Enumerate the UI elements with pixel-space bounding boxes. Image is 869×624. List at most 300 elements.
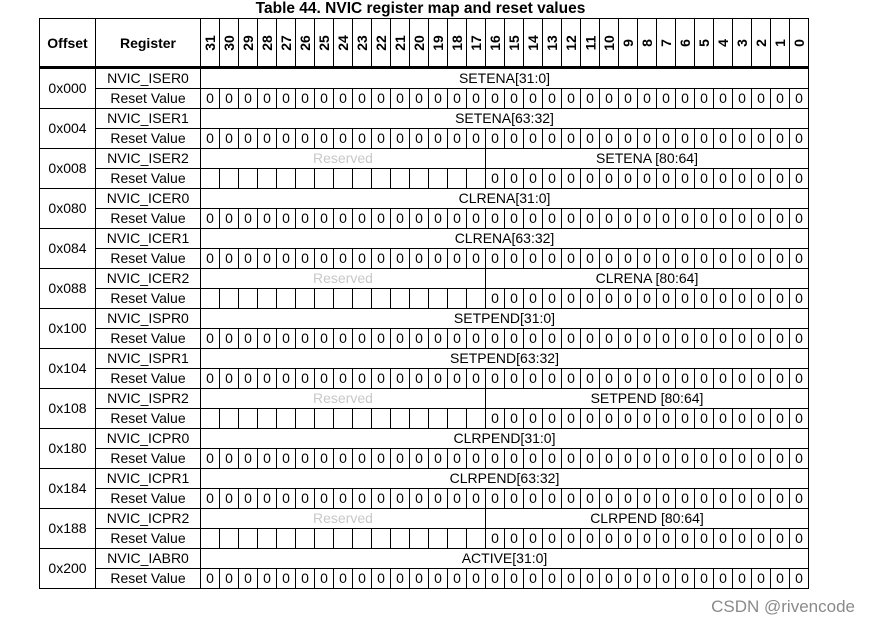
empty-bit [296, 169, 315, 189]
bit-header [771, 19, 790, 68]
reset-bit: 0 [486, 329, 505, 349]
reset-bit: 0 [296, 209, 315, 229]
reset-bit: 0 [201, 129, 220, 149]
reset-bit: 0 [486, 529, 505, 549]
reset-bit: 0 [562, 489, 581, 509]
reset-bit: 0 [676, 129, 695, 149]
bit-header [524, 19, 543, 68]
bit-number: 11 [582, 35, 598, 50]
reset-bit: 0 [410, 329, 429, 349]
reset-bit: 0 [467, 449, 486, 469]
reset-bit: 0 [429, 449, 448, 469]
reset-bit: 0 [315, 489, 334, 509]
reset-value-row [40, 569, 809, 589]
reset-bit: 0 [771, 409, 790, 429]
reset-bit: 0 [391, 249, 410, 269]
reset-bit: 0 [657, 329, 676, 349]
reset-bit: 0 [410, 489, 429, 509]
register-offset: 0x184 [40, 469, 96, 509]
empty-bit [201, 169, 220, 189]
reset-bit: 0 [752, 369, 771, 389]
empty-bit [429, 289, 448, 309]
bit-field: CLRPEND [80:64] [486, 509, 809, 529]
reset-bit: 0 [239, 569, 258, 589]
reset-value-row [40, 289, 809, 309]
reset-bit: 0 [752, 89, 771, 109]
reset-bit: 0 [619, 409, 638, 429]
empty-bit [315, 529, 334, 549]
reset-bit: 0 [714, 89, 733, 109]
bit-number: 19 [429, 34, 446, 51]
register-row [40, 549, 809, 569]
reset-bit: 0 [790, 409, 809, 429]
bit-number: 27 [277, 34, 294, 51]
reset-bit: 0 [790, 449, 809, 469]
bit-header [486, 19, 505, 68]
empty-bit [353, 169, 372, 189]
reset-bit: 0 [334, 89, 353, 109]
reset-bit: 0 [296, 369, 315, 389]
reset-bit: 0 [505, 449, 524, 469]
reset-bit: 0 [429, 329, 448, 349]
reset-bit: 0 [524, 169, 543, 189]
register-name: NVIC_ICPR0 [96, 429, 201, 449]
register-header: Register [96, 19, 201, 68]
reset-bit: 0 [296, 329, 315, 349]
reset-value-row [40, 529, 809, 549]
reset-bit: 0 [239, 129, 258, 149]
reset-bit: 0 [220, 449, 239, 469]
reset-bit: 0 [315, 329, 334, 349]
bit-number: 23 [353, 34, 370, 51]
bit-header [334, 19, 353, 68]
bit-number: 30 [220, 34, 237, 51]
reset-value-label: Reset Value [96, 409, 201, 429]
bit-number: 13 [543, 34, 560, 51]
reset-bit: 0 [334, 329, 353, 349]
empty-bit [467, 529, 486, 549]
reset-bit: 0 [752, 129, 771, 149]
reset-bit: 0 [790, 489, 809, 509]
reset-bit: 0 [372, 249, 391, 269]
reset-bit: 0 [296, 569, 315, 589]
reset-bit: 0 [790, 129, 809, 149]
register-row [40, 109, 809, 129]
reset-bit: 0 [505, 409, 524, 429]
bit-number: 15 [505, 34, 522, 51]
reset-bit: 0 [714, 409, 733, 429]
reset-bit: 0 [695, 489, 714, 509]
reset-bit: 0 [657, 129, 676, 149]
reset-bit: 0 [638, 129, 657, 149]
bit-header [296, 19, 315, 68]
reset-bit: 0 [486, 249, 505, 269]
reset-value-label: Reset Value [96, 209, 201, 229]
register-name: NVIC_ISPR0 [96, 309, 201, 329]
reset-bit: 0 [543, 529, 562, 549]
reset-value-label: Reset Value [96, 489, 201, 509]
bit-number: 12 [562, 34, 579, 51]
reset-bit: 0 [524, 289, 543, 309]
bit-header [714, 19, 733, 68]
reset-bit: 0 [695, 369, 714, 389]
reset-bit: 0 [258, 89, 277, 109]
reset-bit: 0 [239, 369, 258, 389]
reset-bit: 0 [277, 329, 296, 349]
reset-bit: 0 [790, 369, 809, 389]
empty-bit [429, 409, 448, 429]
empty-bit [467, 169, 486, 189]
reset-bit: 0 [733, 449, 752, 469]
reset-bit: 0 [562, 129, 581, 149]
reset-bit: 0 [752, 169, 771, 189]
reset-bit: 0 [638, 329, 657, 349]
bit-number: 31 [201, 34, 218, 51]
reset-bit: 0 [638, 529, 657, 549]
register-offset: 0x008 [40, 149, 96, 189]
reset-bit: 0 [695, 289, 714, 309]
bit-header [239, 19, 258, 68]
reset-bit: 0 [619, 529, 638, 549]
reset-bit: 0 [391, 329, 410, 349]
register-offset: 0x100 [40, 309, 96, 349]
reset-bit: 0 [334, 449, 353, 469]
bit-field: CLRENA[63:32] [201, 229, 809, 249]
reset-bit: 0 [695, 449, 714, 469]
reset-bit: 0 [334, 209, 353, 229]
reset-bit: 0 [334, 129, 353, 149]
reset-bit: 0 [619, 489, 638, 509]
reset-bit: 0 [657, 289, 676, 309]
bit-header [372, 19, 391, 68]
empty-bit [239, 529, 258, 549]
reset-bit: 0 [429, 489, 448, 509]
register-offset: 0x180 [40, 429, 96, 469]
register-row [40, 509, 809, 529]
reset-bit: 0 [372, 329, 391, 349]
reset-bit: 0 [372, 129, 391, 149]
reset-bit: 0 [220, 249, 239, 269]
reset-bit: 0 [505, 209, 524, 229]
reset-bit: 0 [562, 289, 581, 309]
reset-bit: 0 [220, 369, 239, 389]
reset-bit: 0 [486, 449, 505, 469]
reset-bit: 0 [695, 569, 714, 589]
bit-number: 17 [467, 34, 484, 51]
empty-bit [334, 529, 353, 549]
register-row [40, 349, 809, 369]
reset-bit: 0 [277, 569, 296, 589]
empty-bit [410, 409, 429, 429]
reset-bit: 0 [505, 489, 524, 509]
reset-bit: 0 [220, 329, 239, 349]
reset-bit: 0 [372, 89, 391, 109]
reset-bit: 0 [448, 489, 467, 509]
empty-bit [353, 529, 372, 549]
reset-bit: 0 [524, 329, 543, 349]
empty-bit [277, 289, 296, 309]
reset-bit: 0 [429, 569, 448, 589]
bit-header [733, 19, 752, 68]
reset-bit: 0 [562, 209, 581, 229]
reset-bit: 0 [600, 209, 619, 229]
reset-bit: 0 [353, 89, 372, 109]
reset-bit: 0 [771, 129, 790, 149]
reset-bit: 0 [258, 449, 277, 469]
reset-bit: 0 [258, 249, 277, 269]
reset-bit: 0 [429, 249, 448, 269]
reset-bit: 0 [277, 249, 296, 269]
reset-bit: 0 [543, 329, 562, 349]
reset-bit: 0 [467, 489, 486, 509]
reset-bit: 0 [581, 249, 600, 269]
bit-number: 4 [714, 38, 731, 47]
bit-header [391, 19, 410, 68]
reset-bit: 0 [410, 369, 429, 389]
reset-bit: 0 [353, 329, 372, 349]
register-offset: 0x088 [40, 269, 96, 309]
bit-number: 24 [334, 34, 351, 51]
reset-bit: 0 [410, 449, 429, 469]
bit-number: 16 [486, 34, 503, 51]
reset-bit: 0 [448, 449, 467, 469]
reset-bit: 0 [619, 449, 638, 469]
reset-bit: 0 [714, 249, 733, 269]
bit-header [638, 19, 657, 68]
reset-value-label: Reset Value [96, 569, 201, 589]
reset-bit: 0 [258, 129, 277, 149]
register-row [40, 229, 809, 249]
bit-number: 0 [790, 38, 807, 47]
register-offset: 0x104 [40, 349, 96, 389]
reset-bit: 0 [619, 169, 638, 189]
reset-bit: 0 [581, 169, 600, 189]
register-offset: 0x200 [40, 549, 96, 589]
reset-bit: 0 [448, 249, 467, 269]
reset-bit: 0 [733, 209, 752, 229]
reset-bit: 0 [657, 169, 676, 189]
reset-bit: 0 [581, 409, 600, 429]
reset-value-label: Reset Value [96, 449, 201, 469]
reset-bit: 0 [505, 329, 524, 349]
reset-bit: 0 [600, 409, 619, 429]
reset-value-label: Reset Value [96, 289, 201, 309]
reset-bit: 0 [752, 569, 771, 589]
bit-number: 21 [391, 34, 408, 51]
reset-bit: 0 [486, 369, 505, 389]
reset-bit: 0 [600, 489, 619, 509]
reset-value-label: Reset Value [96, 329, 201, 349]
reset-bit: 0 [524, 209, 543, 229]
empty-bit [315, 289, 334, 309]
empty-bit [201, 289, 220, 309]
reset-bit: 0 [543, 89, 562, 109]
reset-bit: 0 [524, 409, 543, 429]
reset-bit: 0 [790, 329, 809, 349]
bit-header [581, 19, 600, 68]
reset-bit: 0 [505, 529, 524, 549]
watermark: CSDN @rivencode [711, 597, 855, 616]
reset-value-label: Reset Value [96, 369, 201, 389]
reset-bit: 0 [524, 449, 543, 469]
reset-bit: 0 [733, 169, 752, 189]
reset-bit: 0 [714, 289, 733, 309]
reset-bit: 0 [771, 89, 790, 109]
reset-bit: 0 [391, 489, 410, 509]
bit-field: SETPEND [80:64] [486, 389, 809, 409]
reset-bit: 0 [657, 409, 676, 429]
reset-bit: 0 [676, 569, 695, 589]
empty-bit [353, 409, 372, 429]
reset-bit: 0 [467, 209, 486, 229]
reset-bit: 0 [638, 569, 657, 589]
empty-bit [429, 529, 448, 549]
empty-bit [410, 289, 429, 309]
register-map-table [39, 18, 809, 589]
reset-bit: 0 [524, 129, 543, 149]
reset-bit: 0 [619, 569, 638, 589]
reset-bit: 0 [581, 569, 600, 589]
reset-bit: 0 [315, 249, 334, 269]
empty-bit [296, 289, 315, 309]
reset-bit: 0 [201, 209, 220, 229]
reset-bit: 0 [372, 369, 391, 389]
reserved-field: Reserved [201, 149, 486, 169]
reset-value-label: Reset Value [96, 529, 201, 549]
reset-bit: 0 [790, 289, 809, 309]
register-name: NVIC_ICPR1 [96, 469, 201, 489]
reset-bit: 0 [790, 209, 809, 229]
reset-bit: 0 [258, 209, 277, 229]
empty-bit [296, 529, 315, 549]
bit-number: 10 [600, 34, 617, 51]
register-row [40, 149, 809, 169]
reset-bit: 0 [524, 89, 543, 109]
reset-bit: 0 [258, 369, 277, 389]
register-offset: 0x084 [40, 229, 96, 269]
reset-bit: 0 [543, 209, 562, 229]
bit-number: 6 [676, 38, 693, 47]
reset-bit: 0 [543, 369, 562, 389]
reset-bit: 0 [562, 369, 581, 389]
reset-bit: 0 [448, 89, 467, 109]
reset-bit: 0 [714, 569, 733, 589]
reset-bit: 0 [277, 129, 296, 149]
reset-bit: 0 [619, 369, 638, 389]
reset-bit: 0 [448, 569, 467, 589]
reset-bit: 0 [695, 329, 714, 349]
empty-bit [372, 529, 391, 549]
reset-bit: 0 [638, 89, 657, 109]
reset-bit: 0 [353, 209, 372, 229]
reset-bit: 0 [486, 89, 505, 109]
reset-bit: 0 [752, 329, 771, 349]
reset-bit: 0 [600, 129, 619, 149]
empty-bit [220, 169, 239, 189]
reset-bit: 0 [543, 289, 562, 309]
reset-bit: 0 [771, 249, 790, 269]
empty-bit [372, 169, 391, 189]
reset-bit: 0 [201, 89, 220, 109]
empty-bit [467, 409, 486, 429]
reset-bit: 0 [239, 489, 258, 509]
reset-bit: 0 [391, 209, 410, 229]
empty-bit [239, 409, 258, 429]
bit-header [562, 19, 581, 68]
reset-bit: 0 [733, 329, 752, 349]
empty-bit [315, 169, 334, 189]
empty-bit [220, 409, 239, 429]
reset-bit: 0 [600, 569, 619, 589]
reset-bit: 0 [733, 289, 752, 309]
reset-bit: 0 [391, 89, 410, 109]
bit-header [258, 19, 277, 68]
reset-bit: 0 [600, 169, 619, 189]
reset-bit: 0 [486, 169, 505, 189]
bit-number: 1 [771, 38, 788, 47]
reset-bit: 0 [277, 449, 296, 469]
bit-field: SETPEND[31:0] [201, 309, 809, 329]
empty-bit [334, 409, 353, 429]
reset-bit: 0 [391, 569, 410, 589]
reset-bit: 0 [277, 369, 296, 389]
reset-bit: 0 [353, 249, 372, 269]
reset-bit: 0 [505, 169, 524, 189]
register-name: NVIC_IABR0 [96, 549, 201, 569]
reset-bit: 0 [486, 289, 505, 309]
reset-bit: 0 [410, 209, 429, 229]
register-name: NVIC_ICPR2 [96, 509, 201, 529]
reset-bit: 0 [600, 89, 619, 109]
reset-bit: 0 [714, 489, 733, 509]
bit-header [657, 19, 676, 68]
reset-value-row [40, 89, 809, 109]
bit-number: 22 [372, 34, 389, 51]
reset-bit: 0 [562, 569, 581, 589]
reset-bit: 0 [277, 209, 296, 229]
reset-bit: 0 [657, 449, 676, 469]
reset-bit: 0 [372, 209, 391, 229]
reset-bit: 0 [486, 209, 505, 229]
empty-bit [372, 409, 391, 429]
reset-bit: 0 [657, 249, 676, 269]
reset-bit: 0 [600, 369, 619, 389]
reset-bit: 0 [695, 409, 714, 429]
bit-number: 5 [695, 38, 712, 47]
reset-bit: 0 [410, 249, 429, 269]
bit-field: CLRPEND[31:0] [201, 429, 809, 449]
bit-header [410, 19, 429, 68]
reset-value-row [40, 369, 809, 389]
reset-bit: 0 [638, 409, 657, 429]
reset-bit: 0 [524, 249, 543, 269]
reset-bit: 0 [467, 329, 486, 349]
reset-bit: 0 [562, 529, 581, 549]
reset-bit: 0 [619, 289, 638, 309]
reset-bit: 0 [771, 449, 790, 469]
bit-number: 26 [296, 34, 313, 51]
reset-bit: 0 [315, 569, 334, 589]
reset-bit: 0 [581, 369, 600, 389]
reset-bit: 0 [334, 369, 353, 389]
bit-header [752, 19, 771, 68]
reset-bit: 0 [201, 369, 220, 389]
reset-bit: 0 [524, 369, 543, 389]
reset-bit: 0 [676, 89, 695, 109]
register-row [40, 189, 809, 209]
reset-bit: 0 [239, 209, 258, 229]
bit-header [201, 19, 220, 68]
